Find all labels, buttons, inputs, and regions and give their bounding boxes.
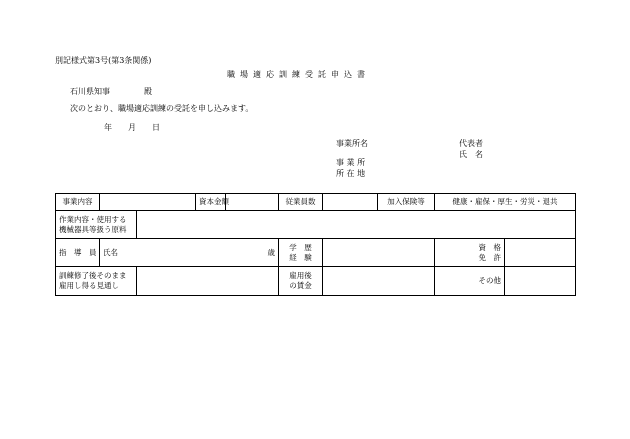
outlook-label-line1: 訓練修了後そのまま	[59, 271, 127, 280]
qualification-label	[435, 239, 505, 267]
date-day-label: 日	[152, 123, 160, 132]
employees-label: 従業員数	[279, 194, 323, 211]
instructor-name-label: 氏名	[103, 247, 118, 257]
table-row	[56, 211, 576, 239]
application-table	[55, 193, 576, 296]
form-number: 別記様式第3号(第3条関係)	[55, 56, 152, 65]
other-label: その他	[435, 267, 505, 296]
employees-field[interactable]	[323, 194, 378, 211]
qualification-field[interactable]	[505, 239, 576, 267]
person-name-label: 氏 名	[459, 150, 483, 159]
date-year-label: 年	[104, 123, 112, 132]
representative-label: 代表者	[459, 139, 483, 148]
other-field[interactable]	[505, 267, 576, 296]
wage-label-line2: の賃金	[289, 281, 312, 290]
education-field[interactable]	[323, 239, 435, 267]
work-content-label-line2: 機械器具等扱う原料	[59, 224, 127, 234]
qualification-label-line1: 資 格	[478, 242, 502, 252]
work-content-label	[56, 211, 137, 239]
insurance-options[interactable]: 健康・雇保・厚生・労災・退共	[435, 194, 576, 211]
insurance-label: 加入保険等	[378, 194, 435, 211]
business-content-field[interactable]	[100, 194, 196, 211]
outlook-field[interactable]	[137, 267, 279, 296]
address-label-line2: 所 在 地	[336, 169, 366, 178]
table-row	[56, 194, 576, 211]
capital-field[interactable]	[226, 194, 279, 211]
addressee-honorific: 殿	[144, 87, 152, 96]
table-row	[56, 239, 576, 267]
capital-label: 資本金額	[196, 194, 226, 211]
business-name-label: 事業所名	[336, 139, 368, 148]
instructor-name-cell[interactable]	[100, 239, 279, 267]
table-row	[56, 267, 576, 296]
outlook-label	[56, 267, 137, 296]
instructor-age-label: 歳	[267, 247, 276, 257]
outlook-label-line2: 雇用し得る見通し	[59, 281, 119, 290]
education-label	[279, 239, 323, 267]
address-label-line1: 事 業 所	[336, 158, 366, 167]
qualification-label-line2: 免 許	[478, 252, 502, 262]
wage-field[interactable]	[323, 267, 435, 296]
work-content-field[interactable]	[137, 211, 576, 239]
intro-text: 次のとおり、職場適応訓練の受託を申し込みます。	[70, 104, 254, 113]
business-content-label: 事業内容	[56, 194, 100, 211]
education-label-line1: 学 歴	[289, 242, 312, 252]
document-title: 職場適応訓練受託申込書	[227, 70, 370, 79]
wage-label	[279, 267, 323, 296]
wage-label-line1: 雇用後	[289, 271, 312, 280]
instructor-label: 指 導 員	[56, 239, 100, 267]
date-month-label: 月	[128, 123, 136, 132]
work-content-label-line1: 作業内容・使用する	[59, 214, 127, 224]
addressee: 石川県知事	[70, 87, 110, 96]
education-label-line2: 経 験	[289, 252, 312, 262]
